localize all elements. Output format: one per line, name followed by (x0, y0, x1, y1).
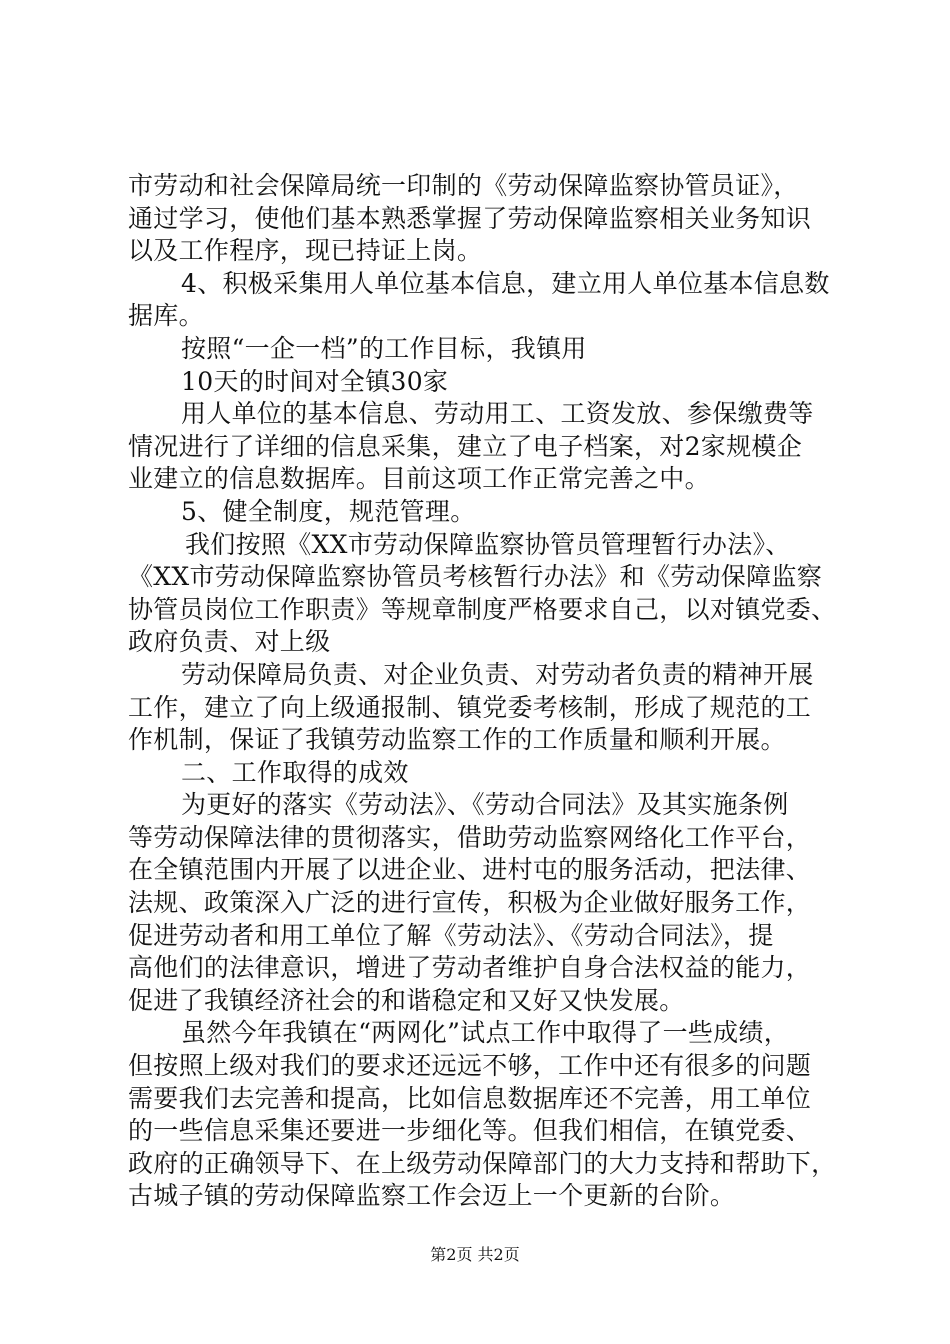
text-line: 劳动保障局负责、对企业负责、对劳动者负责的精神开展 (181, 659, 814, 689)
text-line: 按照“一企一档”的工作目标，我镇用 (181, 333, 587, 363)
text-line: 5、健全制度，规范管理。 (181, 496, 476, 526)
text-line: 为更好的落实《劳动法》、《劳动合同法》及其实施条例 (181, 790, 789, 820)
text-line: 用人单位的基本信息、劳动用工、工资发放、参保缴费等 (181, 399, 814, 429)
text-line: 在全镇范围内开展了以进企业、进村屯的服务活动，把法律、 (128, 855, 812, 885)
text-line: 古城子镇的劳动保障监察工作会迈上一个更新的台阶。 (128, 1181, 736, 1211)
text-line: 促进了我镇经济社会的和谐稳定和又好又快发展。 (128, 985, 685, 1015)
document-body (128, 170, 848, 1213)
text-line: 通过学习，使他们基本熟悉掌握了劳动保障监察相关业务知识 (128, 203, 812, 233)
page-number-footer: 第2页 共2页 (430, 1245, 520, 1264)
text-line: 10天的时间对全镇30家 (181, 366, 449, 396)
text-line: 情况进行了详细的信息采集，建立了电子档案，对2家规模企 (128, 431, 803, 461)
text-line: 政府负责、对上级 (128, 627, 331, 657)
text-line: 据库。 (128, 301, 204, 331)
text-line: 《XX市劳动保障监察协管员考核暂行办法》和《劳动保障监察 (128, 562, 822, 592)
text-line: 市劳动和社会保障局统一印制的《劳动保障监察协管员证》， (128, 171, 799, 200)
text-line: 工作，建立了向上级通报制、镇党委考核制，形成了规范的工 (128, 692, 812, 722)
text-line: 高他们的法律意识，增进了劳动者维护自身合法权益的能力， (128, 953, 812, 983)
text-line: 法规、政策深入广泛的进行宣传，积极为企业做好服务工作， (128, 888, 812, 918)
text-line: 等劳动保障法律的贯彻落实，借助劳动监察网络化工作平台， (128, 822, 812, 852)
text-line: 以及工作程序，现已持证上岗。 (128, 236, 483, 266)
text-line: 需要我们去完善和提高，比如信息数据库还不完善，用工单位 (128, 1083, 812, 1113)
text-line: 协管员岗位工作职责》等规章制度严格要求自己，以对镇党委、 (128, 594, 837, 624)
text-line: 作机制，保证了我镇劳动监察工作的工作质量和顺利开展。 (128, 725, 786, 755)
text-line: 政府的正确领导下、在上级劳动保障部门的大力支持和帮助下， (128, 1148, 837, 1178)
text-line: 业建立的信息数据库。目前这项工作正常完善之中。 (128, 464, 710, 494)
text-line: 的一些信息采集还要进一步细化等。但我们相信，在镇党委、 (128, 1116, 812, 1146)
text-line: 我们按照《XX市劳动保障监察协管员管理暂行办法》、 (185, 529, 791, 559)
text-line: 但按照上级对我们的要求还远远不够，工作中还有很多的问题 (128, 1051, 812, 1081)
section-heading: 二、工作取得的成效 (181, 757, 409, 787)
text-line: 虽然今年我镇在“两网化”试点工作中取得了一些成绩， (181, 1018, 790, 1048)
text-line: 促进劳动者和用工单位了解《劳动法》、《劳动合同法》，提 (128, 920, 774, 950)
text-line: 4、积极采集用人单位基本信息，建立用人单位基本信息数 (181, 268, 830, 298)
